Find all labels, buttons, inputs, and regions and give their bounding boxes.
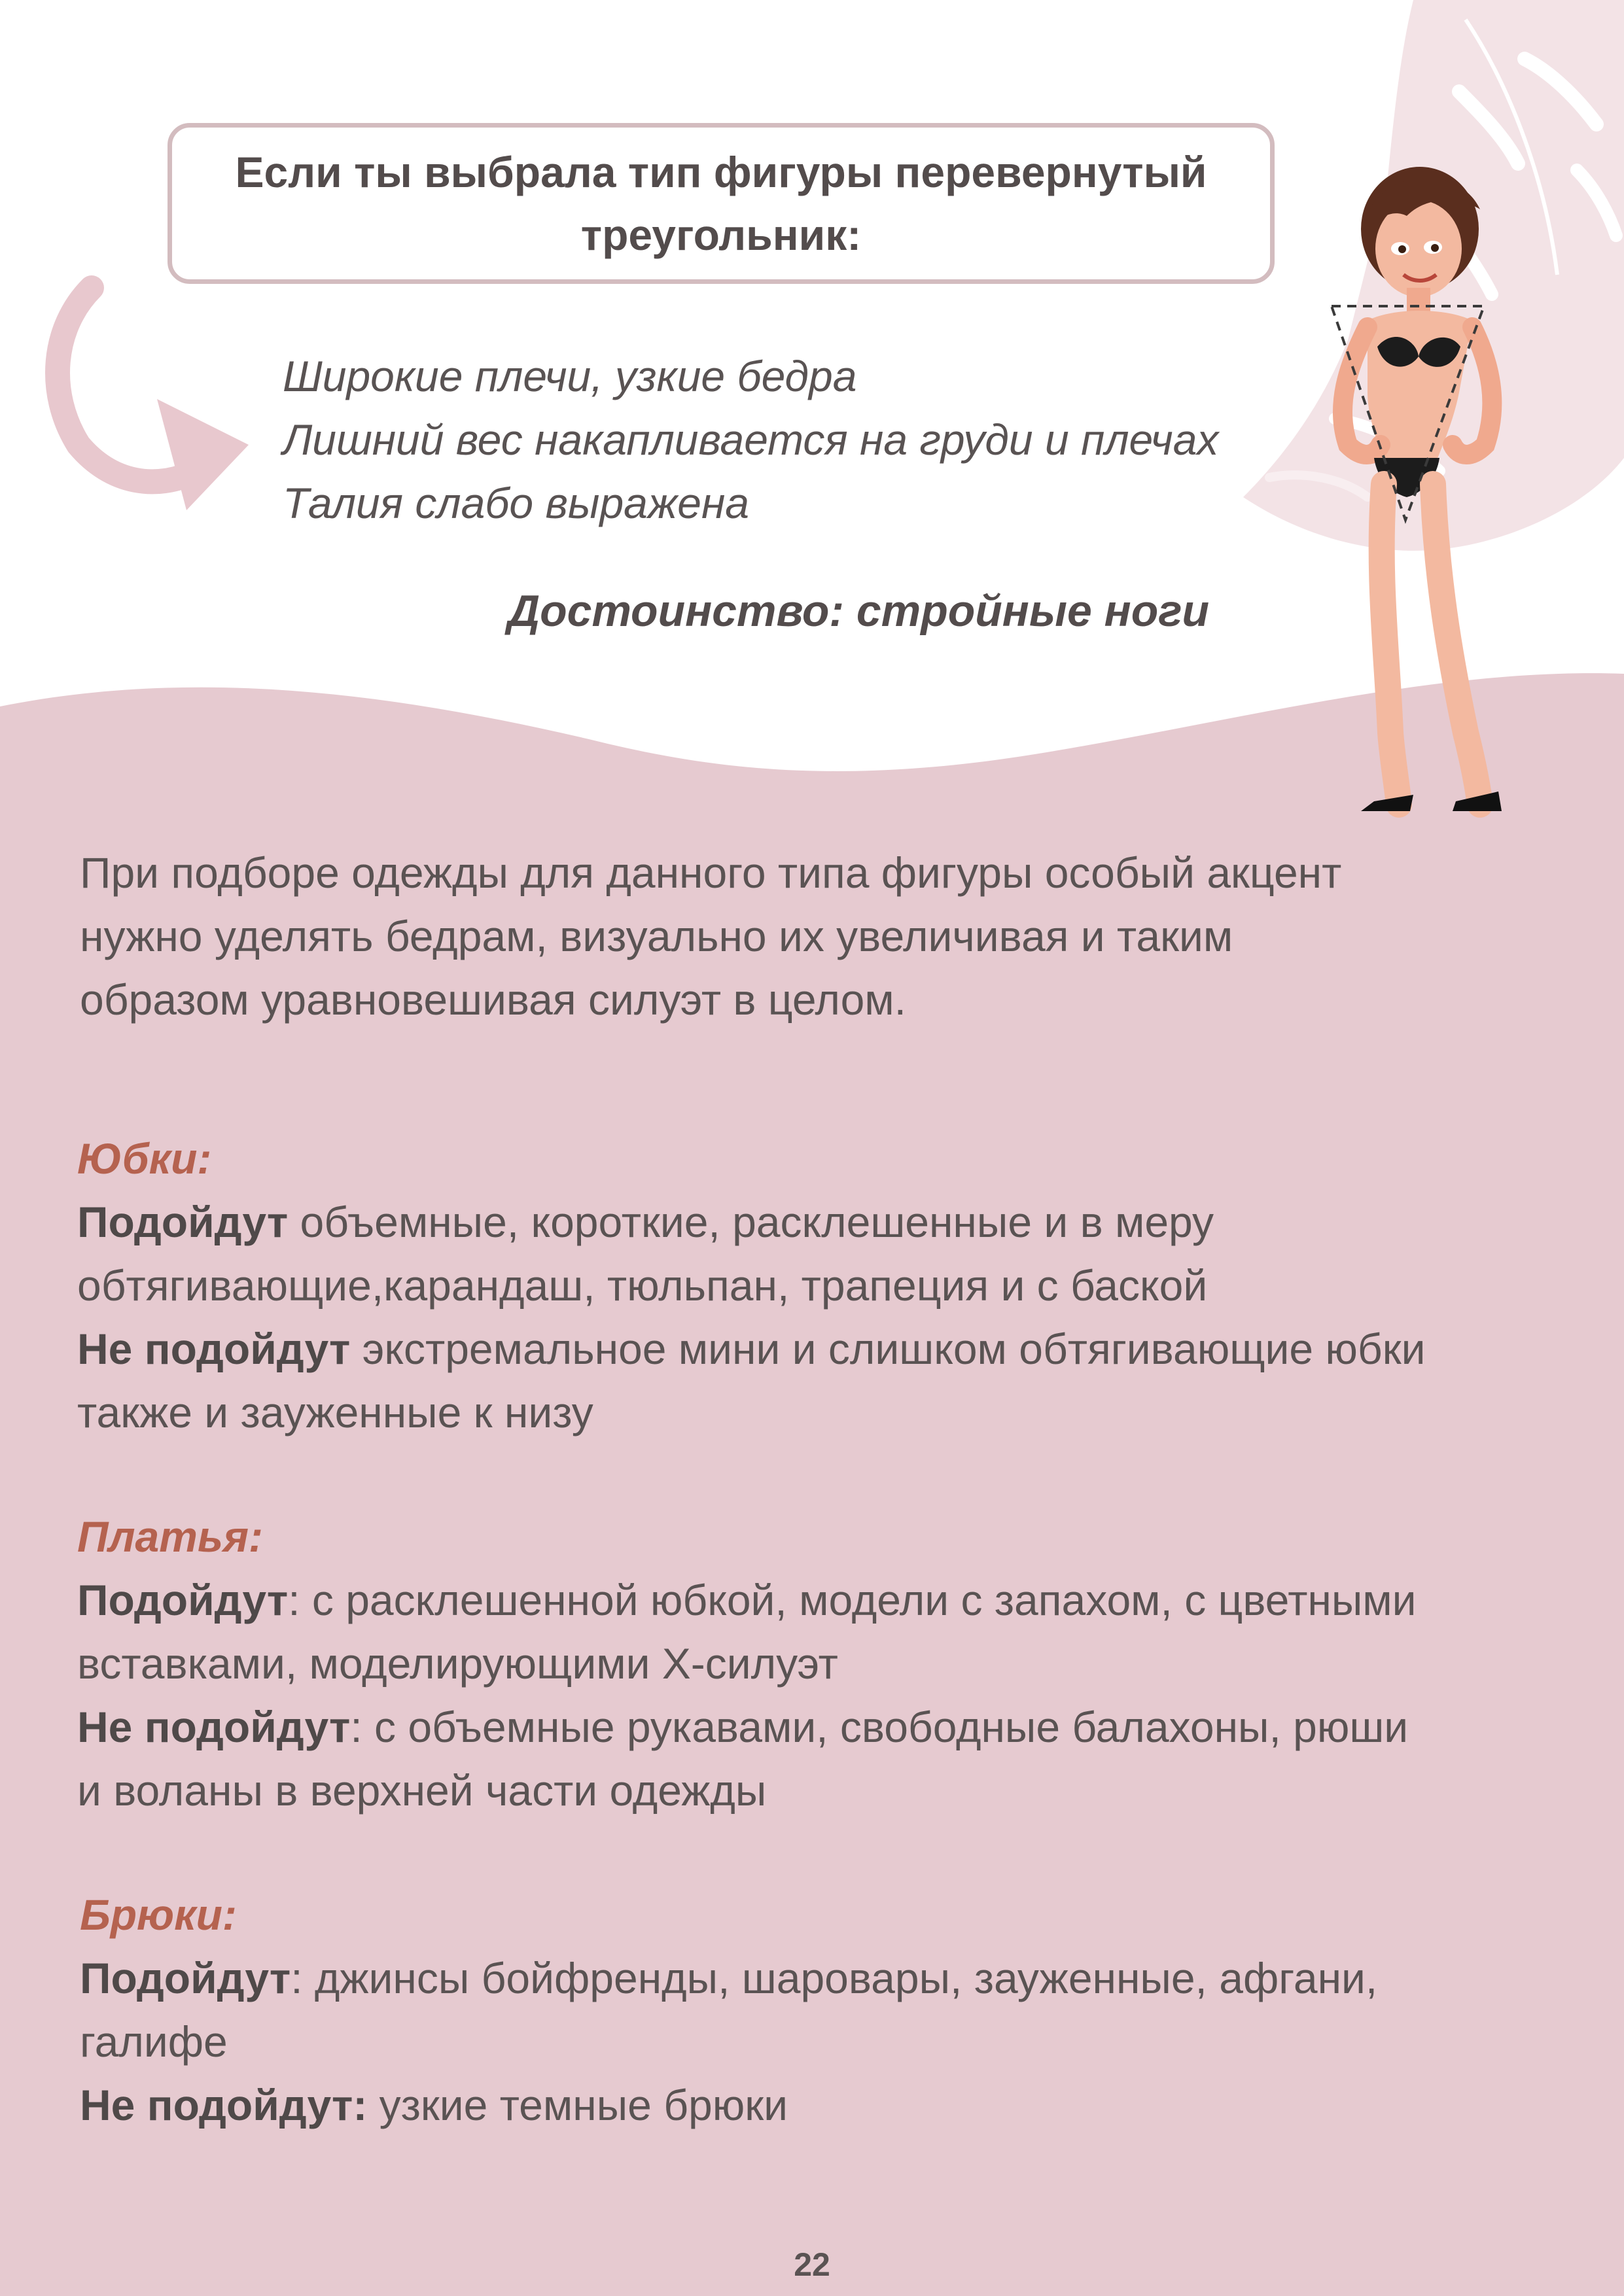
suits-label: Подойдут	[77, 1198, 289, 1246]
suits-line	[80, 1947, 1377, 2010]
not-suits-label: Не подойдут	[77, 1703, 351, 1751]
section-title-skirts: Юбки:	[77, 1134, 212, 1183]
title-box	[168, 123, 1275, 284]
title-line-2: треугольник:	[580, 211, 862, 259]
not-suits-text-cont: и воланы в верхней части одежды	[77, 1766, 767, 1815]
suits-text: : с расклешенной юбкой, модели с запахом, с цветными	[288, 1576, 1417, 1624]
intro-line: нужно уделять бедрам, визуально их увеличивая и таким	[80, 912, 1233, 960]
not-suits-line	[80, 2074, 1377, 2137]
trait-item: Талия слабо выражена	[283, 479, 750, 527]
intro-line: При подборе одежды для данного типа фигуры особый акцент	[80, 848, 1342, 897]
section-title-trousers: Брюки:	[80, 1890, 237, 1939]
curved-arrow-icon	[58, 288, 249, 510]
suits-line	[77, 1569, 1417, 1632]
suits-line	[77, 1191, 1425, 1254]
title-line-1: Если ты выбрала тип фигуры перевернутый	[235, 148, 1207, 196]
not-suits-label: Не подойдут	[77, 1325, 351, 1373]
page-number: 22	[794, 2246, 830, 2283]
section-dresses	[77, 1505, 1417, 1822]
not-suits-line	[77, 1696, 1417, 1759]
not-suits-text: : с объемные рукавами, свободные балахоны, рюши	[350, 1703, 1409, 1751]
intro-line: образом уравновешивая силуэт в целом.	[80, 975, 907, 1024]
not-suits-label: Не подойдут:	[80, 2081, 368, 2129]
suits-text-cont: обтягивающие,карандаш, тюльпан, трапеция и с баской	[77, 1261, 1208, 1310]
intro-paragraph	[80, 841, 1341, 1032]
suits-text-cont: вставками, моделирующими Х-силуэт	[77, 1639, 838, 1688]
advantage-text: Достоинство: стройные ноги	[508, 586, 1210, 636]
suits-label: Подойдут	[77, 1576, 289, 1624]
section-skirts	[77, 1127, 1425, 1444]
suits-text: : джинсы бойфренды, шаровары, зауженные, афгани,	[291, 1954, 1378, 2002]
not-suits-line	[77, 1317, 1425, 1381]
trait-item: Широкие плечи, узкие бедра	[283, 352, 857, 400]
not-suits-text: экстремальное мини и слишком обтягивающие юбки	[350, 1325, 1426, 1373]
not-suits-text-cont: также и зауженные к низу	[77, 1388, 593, 1436]
traits-list	[283, 345, 1218, 535]
not-suits-text: узкие темные брюки	[367, 2081, 788, 2129]
trait-item: Лишний вес накапливается на груди и плечах	[283, 415, 1219, 464]
section-title-dresses: Платья:	[77, 1512, 263, 1561]
suits-text-cont: галифе	[80, 2017, 228, 2066]
section-trousers	[80, 1883, 1377, 2137]
suits-label: Подойдут	[80, 1954, 291, 2002]
suits-text: объемные, короткие, расклешенные и в меру	[288, 1198, 1214, 1246]
